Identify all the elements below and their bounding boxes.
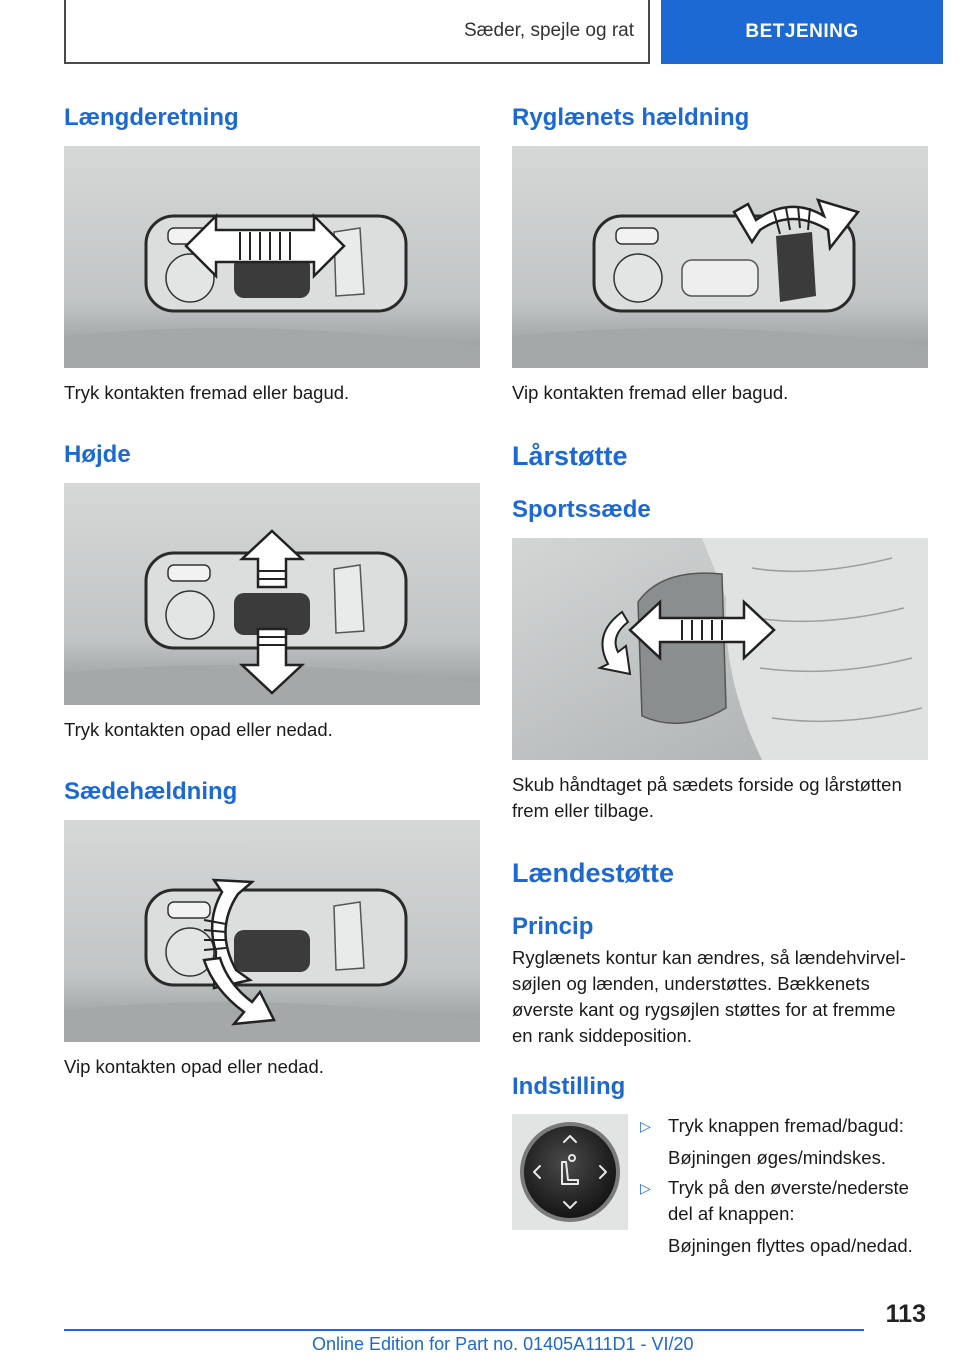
caption-hojde: Tryk kontakten opad eller nedad. <box>64 719 333 740</box>
bullet-1-line1: Tryk knappen fremad/bagud: <box>668 1115 904 1136</box>
footer-divider <box>64 1329 864 1331</box>
figure-backrest-tilt <box>512 146 928 368</box>
caption-larstotte-line2: frem eller tilbage. <box>512 800 654 821</box>
caption-larstotte <box>512 772 902 824</box>
thigh-support-illustration <box>512 538 928 760</box>
seat-switch-backrest-illustration <box>512 146 928 368</box>
heading-hojde: Højde <box>64 441 131 468</box>
bullet-2-line1: Tryk på den øverste/nederste <box>668 1177 909 1198</box>
heading-ryglaenets-haeldning: Ryglænets hældning <box>512 104 750 131</box>
heading-laengderetning: Længderetning <box>64 104 239 131</box>
page-number: 113 <box>885 1300 926 1328</box>
subheading-sportssaede: Sportssæde <box>512 496 651 523</box>
caption-laengderetning: Tryk kontakten fremad eller bagud. <box>64 382 350 403</box>
subheading-princip: Princip <box>512 913 594 940</box>
caption-ryglaenets-haeldning: Vip kontakten fremad eller bagud. <box>512 382 789 403</box>
section-tab <box>661 0 943 64</box>
principle-line-3: øverste kant og rygsøjlen støttes for at fremme <box>512 999 896 1020</box>
figure-lumbar-button <box>512 1114 628 1230</box>
bullet-triangle-icon: ▷ <box>640 1180 651 1196</box>
figure-seat-tilt <box>64 820 480 1042</box>
figure-thigh-support <box>512 538 928 760</box>
seat-switch-height-illustration <box>64 483 480 705</box>
subheading-indstilling: Indstilling <box>512 1073 626 1100</box>
bullet-1-line2: Bøjningen øges/mindskes. <box>668 1147 886 1168</box>
chapter-title: Sæder, spejle og rat <box>463 20 634 41</box>
principle-line-4: en rank siddeposition. <box>512 1025 692 1046</box>
bullet-2-line3: Bøjningen flyttes opad/nedad. <box>668 1235 913 1256</box>
section-title: BETJENING <box>745 21 859 42</box>
heading-larstotte: Lårstøtte <box>512 441 628 471</box>
seat-switch-fore-aft-illustration <box>64 146 480 368</box>
caption-larstotte-line1: Skub håndtaget på sædets forside og lårstøtten <box>512 774 902 795</box>
principle-text <box>512 945 906 1049</box>
caption-saedehaeldning: Vip kontakten opad eller nedad. <box>64 1056 324 1077</box>
principle-line-2: søjlen og lænden, understøttes. Bækkenets <box>512 973 870 994</box>
bullet-2-line2: del af knappen: <box>668 1203 795 1224</box>
figure-seat-fore-aft <box>64 146 480 368</box>
chapter-header <box>64 0 650 64</box>
footer-edition: Online Edition for Part no. 01405A111D1 - VI/20 <box>312 1334 694 1354</box>
principle-line-1: Ryglænets kontur kan ændres, så lændehvirvel- <box>512 947 906 968</box>
seat-switch-tilt-illustration <box>64 820 480 1042</box>
lumbar-control-button-illustration <box>512 1114 628 1230</box>
heading-laendestotte: Lændestøtte <box>512 858 674 888</box>
heading-saedehaeldning: Sædehældning <box>64 778 238 805</box>
bullet-triangle-icon: ▷ <box>640 1118 651 1134</box>
figure-seat-height <box>64 483 480 705</box>
